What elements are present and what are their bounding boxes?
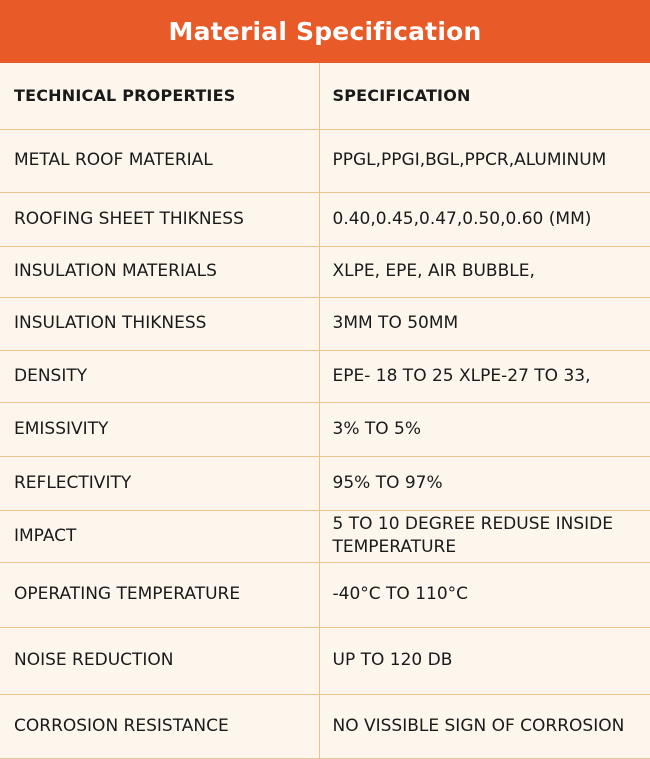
property-cell: METAL ROOF MATERIAL [0,129,319,192]
specification-table [0,63,650,759]
table-row [0,246,650,297]
table-row [0,192,650,246]
specification-cell: 0.40,0.45,0.47,0.50,0.60 (MM) [319,192,650,246]
specification-cell: UP TO 120 DB [319,627,650,694]
column-header-specification: SPECIFICATION [319,63,650,129]
property-cell: REFLECTIVITY [0,456,319,510]
specification-cell: 5 TO 10 DEGREE REDUSE INSIDE TEMPERATURE [319,510,650,562]
title-bar [0,0,650,63]
table-row [0,350,650,402]
specification-cell: XLPE, EPE, AIR BUBBLE, [319,246,650,297]
table-row [0,562,650,627]
table-row [0,129,650,192]
property-cell: NOISE REDUCTION [0,627,319,694]
property-cell: OPERATING TEMPERATURE [0,562,319,627]
specification-cell: PPGL,PPGI,BGL,PPCR,ALUMINUM [319,129,650,192]
specification-cell: -40°C TO 110°C [319,562,650,627]
specification-cell: 95% TO 97% [319,456,650,510]
specification-cell: NO VISSIBLE SIGN OF CORROSION [319,694,650,758]
specification-cell: 3MM TO 50MM [319,297,650,350]
property-cell: INSULATION MATERIALS [0,246,319,297]
table-row [0,694,650,758]
table-header-row [0,63,650,129]
property-cell: DENSITY [0,350,319,402]
table-row [0,456,650,510]
column-header-technical-properties: TECHNICAL PROPERTIES [0,63,319,129]
table-row [0,297,650,350]
property-cell: ROOFING SHEET THIKNESS [0,192,319,246]
property-cell: EMISSIVITY [0,402,319,456]
table-row [0,627,650,694]
property-cell: IMPACT [0,510,319,562]
specification-cell: EPE- 18 TO 25 XLPE-27 TO 33, [319,350,650,402]
specification-cell: 3% TO 5% [319,402,650,456]
table-row [0,510,650,562]
property-cell: INSULATION THIKNESS [0,297,319,350]
property-cell: CORROSION RESISTANCE [0,694,319,758]
page-title: Material Specification [168,17,482,46]
table-row [0,402,650,456]
